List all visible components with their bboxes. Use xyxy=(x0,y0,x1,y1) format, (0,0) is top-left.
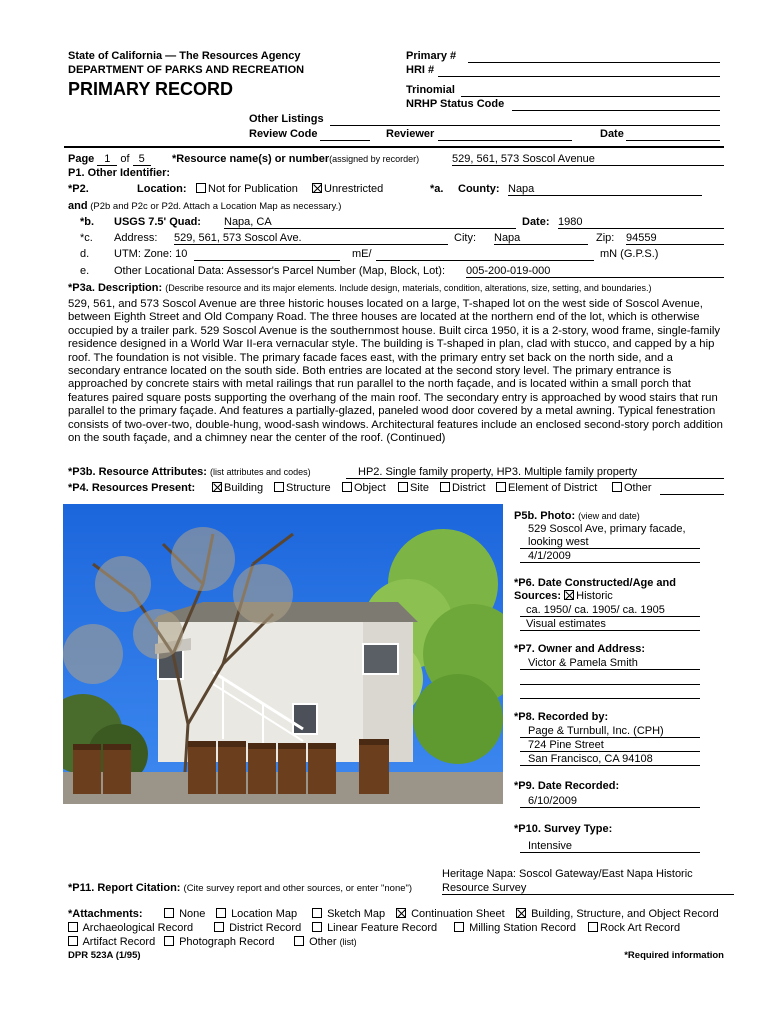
address-label: Address: xyxy=(114,232,158,244)
p5b-underline xyxy=(520,548,700,549)
p6-value1: ca. 1950/ ca. 1905/ ca. 1905 xyxy=(526,604,665,616)
other-loc-prefix: e. xyxy=(80,265,90,277)
address-prefix: *c. xyxy=(80,232,93,244)
p5b-line1: 529 Soscol Ave, primary facade, xyxy=(528,523,686,535)
checked-icon xyxy=(564,590,574,600)
nrhp-field[interactable] xyxy=(512,110,720,111)
attach-milling[interactable]: Milling Station Record xyxy=(454,922,576,934)
p9-underline xyxy=(520,807,700,808)
checkbox-icon xyxy=(588,922,598,932)
department-name: DEPARTMENT OF PARKS AND RECREATION xyxy=(68,64,305,76)
checkbox-icon xyxy=(274,482,284,492)
p8-line3: San Francisco, CA 94108 xyxy=(528,753,653,765)
checkbox-icon xyxy=(312,922,322,932)
primary-label: Primary # xyxy=(406,50,457,62)
header-divider xyxy=(64,146,724,148)
p4-building-checkbox[interactable]: Building xyxy=(212,482,263,494)
hri-label: HRI # xyxy=(406,64,435,76)
other-listings-label: Other Listings xyxy=(249,113,324,125)
quad-prefix: *b. xyxy=(80,216,95,228)
attach-linear[interactable]: Linear Feature Record xyxy=(312,922,437,934)
unrestricted-checkbox[interactable]: Unrestricted xyxy=(312,183,383,195)
checkbox-icon xyxy=(496,482,506,492)
p4-site-checkbox[interactable]: Site xyxy=(398,482,429,494)
quad-date-value[interactable]: 1980 xyxy=(558,216,724,229)
checked-icon xyxy=(312,183,322,193)
p9-label: *P9. Date Recorded: xyxy=(514,780,620,792)
attach-sketch-map[interactable]: Sketch Map xyxy=(312,908,385,920)
zip-value[interactable]: 94559 xyxy=(626,232,724,245)
other-listings-field[interactable] xyxy=(330,125,720,126)
mn-label: mN (G.P.S.) xyxy=(600,248,659,260)
utm-label: UTM: Zone: 10 xyxy=(114,248,188,260)
location-label: Location: xyxy=(137,183,187,195)
agency-name: State of California — The Resources Agency xyxy=(68,50,301,62)
p8-line2: 724 Pine Street xyxy=(528,739,604,751)
reviewer-field[interactable] xyxy=(438,140,572,141)
hri-field[interactable] xyxy=(438,76,720,77)
p4-structure-checkbox[interactable]: Structure xyxy=(274,482,331,494)
p2-note: and (P2b and P2c or P2d. Attach a Location Map as necessary.) xyxy=(68,200,342,212)
p4-other-checkbox[interactable]: Other xyxy=(612,482,652,494)
p3b-value[interactable]: HP2. Single family property, HP3. Multiple family property xyxy=(346,466,724,479)
p8-underline2 xyxy=(520,751,700,752)
p4-other-field[interactable] xyxy=(660,494,724,495)
address-value[interactable]: 529, 561, 573 Soscol Ave. xyxy=(174,232,448,245)
checkbox-icon xyxy=(342,482,352,492)
county-label: County: xyxy=(458,183,500,195)
quad-label: USGS 7.5' Quad: xyxy=(114,216,201,228)
utm-prefix: d. xyxy=(80,248,90,260)
p6-label: *P6. Date Constructed/Age and xyxy=(514,577,676,589)
checkbox-icon xyxy=(294,936,304,946)
p8-line1: Page & Turnbull, Inc. (CPH) xyxy=(528,725,664,737)
checkbox-icon xyxy=(68,936,78,946)
attach-none[interactable]: None xyxy=(164,908,205,920)
checked-icon xyxy=(212,482,222,492)
p5b-date: 4/1/2009 xyxy=(528,550,571,562)
attach-photograph[interactable]: Photograph Record xyxy=(164,936,274,948)
p3a-header: *P3a. Description: (Describe resource and its major elements. Include design, materials, condition, alterations, size, setting, and boundaries.) xyxy=(68,282,652,294)
historic-checkbox-label[interactable]: Historic xyxy=(576,590,613,602)
attach-location-map[interactable]: Location Map xyxy=(216,908,297,920)
attach-other[interactable]: Other (list) xyxy=(294,936,357,948)
p8-underline1 xyxy=(520,737,700,738)
review-code-field[interactable] xyxy=(320,140,370,141)
trinomial-label: Trinomial xyxy=(406,84,455,96)
p1-label: P1. Other Identifier: xyxy=(68,167,171,179)
p8-underline3 xyxy=(520,765,700,766)
checkbox-icon xyxy=(612,482,622,492)
trinomial-field[interactable] xyxy=(461,96,720,97)
me-label: mE/ xyxy=(352,248,372,260)
p2-label: *P2. xyxy=(68,183,89,195)
attach-archaeological[interactable]: Archaeological Record xyxy=(68,922,193,934)
p7-underline1[interactable] xyxy=(520,669,700,670)
checkbox-icon xyxy=(196,183,206,193)
attach-artifact[interactable]: Artifact Record xyxy=(68,936,155,948)
checkbox-icon xyxy=(312,908,322,918)
other-loc-label: Other Locational Data: Assessor's Parcel Number (Map, Block, Lot): xyxy=(114,265,446,277)
page-label: Page 1 of 5 xyxy=(68,153,151,166)
other-loc-value[interactable]: 005-200-019-000 xyxy=(466,265,724,278)
p4-object-checkbox[interactable]: Object xyxy=(342,482,386,494)
nrhp-label: NRHP Status Code xyxy=(406,98,505,110)
checkbox-icon xyxy=(398,482,408,492)
p10-value: Intensive xyxy=(528,840,573,852)
primary-field[interactable] xyxy=(468,62,720,63)
quad-value[interactable]: Napa, CA xyxy=(224,216,516,229)
date-label: Date xyxy=(600,128,624,140)
required-note: *Required information xyxy=(624,950,724,961)
p9-value: 6/10/2009 xyxy=(528,795,577,807)
p7-underline3[interactable] xyxy=(520,698,700,699)
p10-underline xyxy=(520,852,700,853)
p8-label: *P8. Recorded by: xyxy=(514,711,609,723)
p4-element-checkbox[interactable]: Element of District xyxy=(496,482,597,494)
attach-building[interactable]: Building, Structure, and Object Record xyxy=(516,908,719,920)
attach-rock-art[interactable]: Rock Art Record xyxy=(588,922,680,934)
checkbox-icon xyxy=(214,922,224,932)
p5b-date-underline xyxy=(520,562,700,563)
date-field[interactable] xyxy=(626,140,720,141)
p7-label: *P7. Owner and Address: xyxy=(514,643,646,655)
p3b-label: *P3b. Resource Attributes: (list attributes and codes) xyxy=(68,466,311,478)
p5b-line2: looking west xyxy=(528,536,589,548)
p11-value1: Heritage Napa: Soscol Gateway/East Napa Historic xyxy=(442,868,693,880)
utm-northing-field[interactable] xyxy=(376,260,594,261)
p6-value2: Visual estimates xyxy=(526,618,606,630)
city-label: City: xyxy=(454,232,476,244)
quad-date-label: Date: xyxy=(522,216,550,228)
p3a-description[interactable]: 529, 561, and 573 Soscol Avenue are three historic houses located on a large, T-shaped lot on the west side of Soscol Avenue, between Eighth Street and Old Company Road. The three houses are located at the northern end of the lot, which is otherwise occupied by a trailer park. 529 Soscol Avenue is the southernmost house. Built circa 1950, it is a 2-story, wood frame, single-family residence designed in a World War II-era vernacular style. The building is T-shaped in plan, clad with stucco, and capped by a hip roof. The foundation is not visible. The primary facade faces east, with the primary entry set back on the north side, and a secondary entrance located on the south side. Both entries are located at the second story level. The primary entrance is approached by concrete stairs with metal railings that run parallel to the north façade, and is located within a small porch that features paired square posts supporting the overhang of the main roof. The secondary entry is approached by wood stairs that run parallel to the primary façade. And features a partially-glazed, paneled wood door covered by a metal awning. Typical fenestration consists of two-over-two, double-hung, wood-sash windows. Architectural features include an enclosed second-story porch addition on the south façade, and a chimney near the center of the roof. (Continued) xyxy=(68,298,723,445)
form-title: PRIMARY RECORD xyxy=(68,79,234,99)
p11-label: *P11. Report Citation: (Cite survey report and other sources, or enter "none") xyxy=(68,882,413,894)
utm-easting-field[interactable] xyxy=(194,260,340,261)
p4-label: *P4. Resources Present: xyxy=(68,482,196,494)
checkbox-icon xyxy=(164,908,174,918)
checkbox-icon xyxy=(164,936,174,946)
reviewer-label: Reviewer xyxy=(386,128,435,140)
p7-value: Victor & Pamela Smith xyxy=(528,657,638,669)
p6-sources: Sources: Historic xyxy=(514,590,613,602)
checkbox-icon xyxy=(440,482,450,492)
p11-value2[interactable]: Resource Survey xyxy=(442,882,734,895)
attach-district[interactable]: District Record xyxy=(214,922,301,934)
not-for-publication-checkbox[interactable]: Not for Publication xyxy=(196,183,298,195)
attach-continuation[interactable]: Continuation Sheet xyxy=(396,908,505,920)
p5b-label: P5b. Photo: (view and date) xyxy=(514,510,640,522)
p6-underline1 xyxy=(520,616,700,617)
resource-name-value[interactable]: 529, 561, 573 Soscol Avenue xyxy=(452,153,724,166)
checkbox-icon xyxy=(68,922,78,932)
city-value[interactable]: Napa xyxy=(494,232,588,245)
p4-district-checkbox[interactable]: District xyxy=(440,482,486,494)
checkbox-icon xyxy=(454,922,464,932)
p10-label: *P10. Survey Type: xyxy=(514,823,613,835)
checked-icon xyxy=(516,908,526,918)
form-id: DPR 523A (1/95) xyxy=(68,950,141,961)
p7-underline2[interactable] xyxy=(520,684,700,685)
checkbox-icon xyxy=(216,908,226,918)
review-code-label: Review Code xyxy=(249,128,318,140)
p6-underline2 xyxy=(520,630,700,631)
attachments-label: *Attachments: xyxy=(68,908,143,920)
resource-name-label: *Resource name(s) or number(assigned by recorder) xyxy=(172,153,420,165)
zip-label: Zip: xyxy=(596,232,615,244)
county-prefix: *a. xyxy=(430,183,444,195)
resource-photo xyxy=(63,504,503,804)
county-value[interactable]: Napa xyxy=(508,183,702,196)
checked-icon xyxy=(396,908,406,918)
